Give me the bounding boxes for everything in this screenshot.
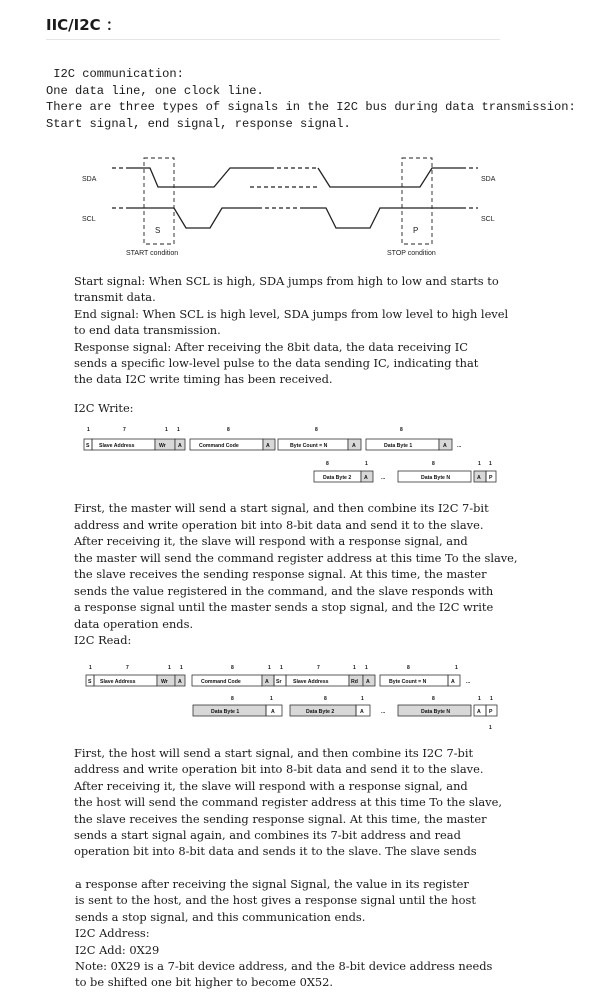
write-data-byte-1-label: Data Byte 1 <box>384 443 413 449</box>
read-ack-label: A <box>271 709 275 715</box>
read-row2-bit: 8 <box>324 696 327 702</box>
read-bit: 1 <box>180 665 183 671</box>
read-label: I2C Read: <box>74 633 132 647</box>
write-line-8: data operation ends. <box>74 616 194 631</box>
write-ellipsis: ... <box>381 475 386 481</box>
read-line-5: the slave receives the sending response signal. At this time, the master <box>74 811 487 826</box>
read-row2-bit: 1 <box>361 696 364 702</box>
final-line-2: is sent to the host, and the host gives a response signal until the host <box>75 893 476 908</box>
write-line-2: address and write operation bit into 8-bit data and send it to the slave. <box>74 517 484 532</box>
read-command-code-label: Command Code <box>201 679 241 685</box>
read-ack-label: A <box>451 679 455 685</box>
signals-line-3: End signal: When SCL is high level, SDA jumps from low level to high level <box>74 306 509 321</box>
read-frame-diagram <box>86 665 497 731</box>
write-line-4: the master will send the command register address at this time To the slave, <box>74 550 518 565</box>
signals-description <box>74 273 508 388</box>
signals-line-1: Start signal: When SCL is high, SDA jumps from high to low and starts to <box>74 274 499 288</box>
address-description <box>75 876 492 991</box>
write-row2-bit: 1 <box>478 461 481 467</box>
address-note-1: Note: 0X29 is a 7-bit device address, and the 8-bit device address needs <box>75 959 493 974</box>
read-data-byte-2-label: Data Byte 2 <box>306 709 335 715</box>
write-bit: 1 <box>177 427 180 433</box>
read-ellipsis: ... <box>381 709 386 715</box>
stop-p-label: P <box>413 226 419 235</box>
write-frame-diagram <box>84 427 496 482</box>
read-data-byte-1-label: Data Byte 1 <box>211 709 240 715</box>
write-ack-label: A <box>352 443 356 449</box>
write-ack-label: A <box>364 475 368 481</box>
start-s-label: S <box>155 226 161 235</box>
write-line-7: a response signal until the master sends a stop signal, and the I2C write <box>74 600 494 614</box>
read-bit: 8 <box>407 665 410 671</box>
read-description <box>74 745 502 860</box>
read-ack-label: A <box>178 679 182 685</box>
write-bit: 8 <box>227 427 230 433</box>
scl-waveform-end <box>300 208 462 228</box>
read-line-2: address and write operation bit into 8-bit data and send it to the slave. <box>74 762 484 777</box>
read-bit: 7 <box>317 665 320 671</box>
final-line-1: a response after receiving the signal Signal, the value in its register <box>75 877 469 891</box>
start-condition-label: START condition <box>126 250 179 257</box>
read-row2-bit: 8 <box>432 696 435 702</box>
read-bit: 8 <box>231 665 234 671</box>
write-bit: 7 <box>123 427 126 433</box>
write-ack-label: A <box>266 443 270 449</box>
read-bit: 1 <box>365 665 368 671</box>
write-p-label: P <box>489 475 493 481</box>
sda-waveform <box>128 168 270 187</box>
write-row2-bit-counts <box>326 461 492 467</box>
stop-condition-label: STOP condition <box>387 250 436 257</box>
read-s-label: S <box>88 679 92 685</box>
read-ack-label: A <box>366 679 370 685</box>
address-value: I2C Add: 0X29 <box>75 942 160 957</box>
write-s-label: S <box>86 443 90 449</box>
intro-line-3: There are three types of signals in the I2C bus during data transmission: <box>46 100 576 114</box>
intro-line-2: One data line, one clock line. <box>46 83 264 98</box>
read-slave-address-label: Slave Address <box>100 679 136 685</box>
read-line-7: operation bit into 8-bit data and sends it to the slave. The slave sends <box>74 844 477 859</box>
write-wr-label: Wr <box>159 443 166 449</box>
intro-line-1: I2C communication: <box>46 67 184 81</box>
write-label: I2C Write: <box>74 401 134 415</box>
write-ack-label: A <box>477 475 481 481</box>
final-line-3: sends a stop signal, and this communication ends. <box>75 909 366 924</box>
read-slave-address-label: Slave Address <box>293 679 329 685</box>
read-bit: 1 <box>268 665 271 671</box>
read-bit: 1 <box>280 665 283 671</box>
write-row2-bit: 8 <box>432 461 435 467</box>
write-bit: 1 <box>165 427 168 433</box>
scl-label-right: SCL <box>481 216 495 223</box>
write-line-3: After receiving it, the slave will respond with a response signal, and <box>74 534 468 548</box>
read-ack-label: A <box>360 709 364 715</box>
read-bit: 1 <box>353 665 356 671</box>
write-ack-label: A <box>443 443 447 449</box>
write-bit: 1 <box>87 427 90 433</box>
read-row2-bit: 1 <box>270 696 273 702</box>
write-ack-label: A <box>178 443 182 449</box>
read-ellipsis: ... <box>466 679 471 685</box>
read-row2-bit: 8 <box>231 696 234 702</box>
read-sr-label: Sr <box>276 679 282 685</box>
read-wr-label: Wr <box>161 679 168 685</box>
intro-line-4: Start signal, end signal, response signal. <box>46 116 351 131</box>
read-row2-bit-counts <box>231 696 493 702</box>
scl-label-left: SCL <box>82 216 96 223</box>
read-bit: 7 <box>126 665 129 671</box>
write-line-5: the slave receives the sending response signal. At this time, the master <box>74 567 487 581</box>
sda-label-right: SDA <box>481 176 496 183</box>
write-line-1: First, the master will send a start signal, and then combine its I2C 7-bit <box>74 501 489 515</box>
sda-label-left: SDA <box>82 176 97 183</box>
read-line-4: the host will send the command register address at this time To the slave, <box>74 795 502 810</box>
read-frame-bit-counts <box>89 665 458 671</box>
read-bottom-bit: 1 <box>489 725 492 731</box>
read-row2-bit: 1 <box>490 696 493 702</box>
read-bit: 1 <box>89 665 92 671</box>
write-bit: 8 <box>315 427 318 433</box>
address-heading: I2C Address: <box>75 926 150 941</box>
read-rd-label: Rd <box>351 679 358 685</box>
address-note-2: to be shifted one bit higher to become 0X52. <box>75 975 334 990</box>
page-heading: IIC/I2C ： <box>46 16 121 34</box>
write-data-byte-n-label: Data Byte N <box>421 475 451 481</box>
read-ack-label: A <box>265 679 269 685</box>
signals-line-7: the data I2C write timing has been received. <box>74 372 333 387</box>
write-data-byte-2-label: Data Byte 2 <box>323 475 352 481</box>
read-line-1: First, the host will send a start signal, and then combine its I2C 7-bit <box>74 746 474 760</box>
write-command-code-label: Command Code <box>199 443 239 449</box>
signals-line-6: sends a specific low-level pulse to the data sending IC, indicating that <box>74 356 479 371</box>
signals-line-5: Response signal: After receiving the 8bit data, the data receiving IC <box>74 339 468 354</box>
read-bit: 1 <box>168 665 171 671</box>
read-line-6: sends a start signal again, and combines its 7-bit address and read <box>74 828 461 843</box>
write-byte-count-label: Byte Count = N <box>290 443 328 449</box>
write-slave-address-label: Slave Address <box>99 443 135 449</box>
write-ellipsis: ... <box>457 443 462 449</box>
signals-line-2: transmit data. <box>74 290 156 305</box>
read-byte-count-label: Byte Count = N <box>389 679 427 685</box>
read-row2-bit: 1 <box>478 696 481 702</box>
write-frame-bit-counts <box>87 427 403 433</box>
signals-line-4: to end data transmission. <box>74 323 221 338</box>
write-line-6: sends the value registered in the command, and the slave responds with <box>74 583 494 598</box>
read-bit: 1 <box>455 665 458 671</box>
write-bit: 8 <box>400 427 403 433</box>
read-ack-label: A <box>477 709 481 715</box>
read-line-3: After receiving it, the slave will respond with a response signal, and <box>74 778 468 793</box>
write-description <box>74 500 518 649</box>
read-p-label: P <box>489 709 493 715</box>
sda-waveform-end <box>318 168 462 187</box>
read-data-byte-n-label: Data Byte N <box>421 709 451 715</box>
write-row2-bit: 1 <box>489 461 492 467</box>
write-row2-bit: 8 <box>326 461 329 467</box>
timing-diagram <box>82 158 496 257</box>
scl-waveform <box>128 208 258 228</box>
write-row2-bit: 1 <box>365 461 368 467</box>
